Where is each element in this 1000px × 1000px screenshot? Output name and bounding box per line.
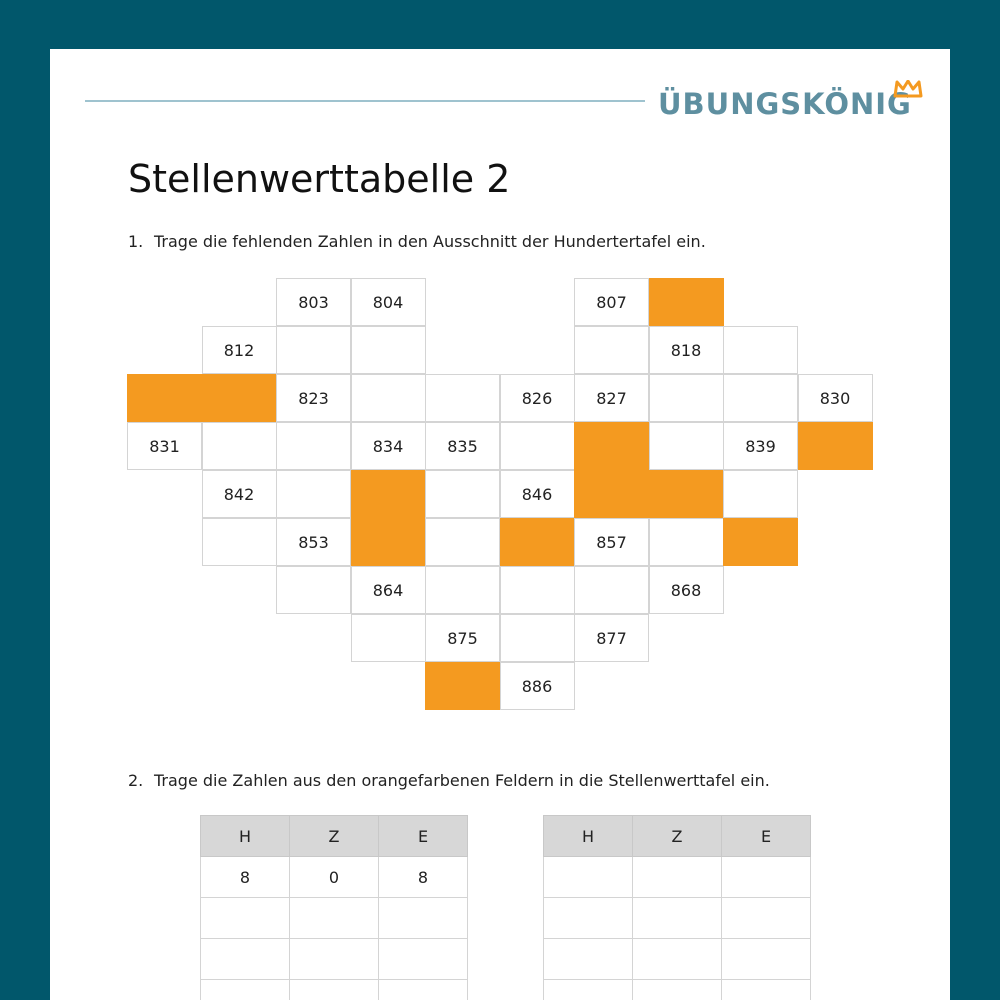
cell-e[interactable] bbox=[722, 939, 811, 980]
chart-cell: 818 bbox=[649, 326, 724, 374]
chart-cell: 826 bbox=[500, 374, 575, 422]
chart-cell[interactable] bbox=[500, 566, 575, 614]
chart-cell: 812 bbox=[202, 326, 277, 374]
chart-cell: 807 bbox=[574, 278, 649, 326]
orange-cell[interactable] bbox=[649, 470, 724, 518]
chart-cell[interactable] bbox=[425, 566, 500, 614]
orange-cell[interactable] bbox=[574, 470, 649, 518]
chart-cell[interactable] bbox=[723, 374, 798, 422]
chart-cell: 804 bbox=[351, 278, 426, 326]
chart-cell[interactable] bbox=[574, 326, 649, 374]
task-2-instruction bbox=[128, 771, 770, 790]
chart-cell[interactable] bbox=[276, 470, 351, 518]
cell-e[interactable] bbox=[722, 898, 811, 939]
chart-cell[interactable] bbox=[202, 422, 277, 470]
chart-cell[interactable] bbox=[276, 326, 351, 374]
chart-cell: 830 bbox=[798, 374, 873, 422]
table-row bbox=[201, 898, 468, 939]
cell-h[interactable]: 8 bbox=[201, 857, 290, 898]
chart-cell[interactable] bbox=[649, 374, 724, 422]
cell-z[interactable] bbox=[290, 980, 379, 1000]
task-2-number: 2. bbox=[128, 771, 144, 790]
table-header-row bbox=[201, 816, 468, 857]
crown-icon bbox=[893, 80, 923, 98]
chart-cell[interactable] bbox=[500, 422, 575, 470]
cell-z[interactable] bbox=[633, 980, 722, 1000]
task-2-text: Trage die Zahlen aus den orangefarbenen Feldern in die Stellenwerttafel ein. bbox=[154, 771, 770, 790]
cell-z[interactable] bbox=[290, 939, 379, 980]
cell-h[interactable] bbox=[201, 980, 290, 1000]
chart-cell[interactable] bbox=[276, 422, 351, 470]
table-row bbox=[544, 898, 811, 939]
cell-z[interactable] bbox=[633, 898, 722, 939]
orange-cell[interactable] bbox=[723, 518, 798, 566]
task-1-number: 1. bbox=[128, 232, 144, 251]
chart-cell: 835 bbox=[425, 422, 500, 470]
chart-cell: 868 bbox=[649, 566, 724, 614]
table-row bbox=[544, 939, 811, 980]
cell-e[interactable] bbox=[379, 898, 468, 939]
chart-cell: 839 bbox=[723, 422, 798, 470]
chart-cell[interactable] bbox=[351, 374, 426, 422]
orange-cell[interactable] bbox=[425, 662, 500, 710]
chart-cell[interactable] bbox=[723, 470, 798, 518]
chart-cell[interactable] bbox=[649, 422, 724, 470]
chart-cell[interactable] bbox=[202, 518, 277, 566]
cell-h[interactable] bbox=[544, 980, 633, 1000]
orange-cell[interactable] bbox=[127, 374, 202, 422]
chart-cell: 877 bbox=[574, 614, 649, 662]
orange-cell[interactable] bbox=[798, 422, 873, 470]
cell-h[interactable] bbox=[201, 898, 290, 939]
chart-cell[interactable] bbox=[500, 614, 575, 662]
orange-cell[interactable] bbox=[202, 374, 277, 422]
chart-cell: 803 bbox=[276, 278, 351, 326]
chart-cell: 864 bbox=[351, 566, 426, 614]
chart-cell: 875 bbox=[425, 614, 500, 662]
cell-h[interactable] bbox=[544, 939, 633, 980]
column-header-e: E bbox=[379, 816, 468, 857]
orange-cell[interactable] bbox=[500, 518, 575, 566]
column-header-h: H bbox=[544, 816, 633, 857]
table-row bbox=[201, 980, 468, 1000]
chart-cell[interactable] bbox=[723, 326, 798, 374]
column-header-z: Z bbox=[633, 816, 722, 857]
cell-e[interactable]: 8 bbox=[379, 857, 468, 898]
orange-cell[interactable] bbox=[649, 278, 724, 326]
chart-cell: 834 bbox=[351, 422, 426, 470]
column-header-z: Z bbox=[290, 816, 379, 857]
place-value-table-2 bbox=[543, 815, 811, 1000]
cell-z[interactable]: 0 bbox=[290, 857, 379, 898]
worksheet-page bbox=[50, 49, 950, 1000]
chart-cell[interactable] bbox=[649, 518, 724, 566]
table-header-row bbox=[544, 816, 811, 857]
cell-z[interactable] bbox=[633, 857, 722, 898]
orange-cell[interactable] bbox=[574, 422, 649, 470]
chart-cell: 846 bbox=[500, 470, 575, 518]
brand-logo: ÜBUNGSKÖNIG bbox=[658, 87, 912, 121]
header-divider bbox=[85, 100, 645, 102]
orange-cell[interactable] bbox=[351, 470, 426, 518]
cell-e[interactable] bbox=[722, 857, 811, 898]
cell-z[interactable] bbox=[633, 939, 722, 980]
column-header-e: E bbox=[722, 816, 811, 857]
chart-cell[interactable] bbox=[574, 566, 649, 614]
chart-cell[interactable] bbox=[425, 518, 500, 566]
chart-cell: 823 bbox=[276, 374, 351, 422]
chart-cell: 886 bbox=[500, 662, 575, 710]
chart-cell[interactable] bbox=[351, 614, 426, 662]
cell-h[interactable] bbox=[544, 898, 633, 939]
page-title: Stellenwerttabelle 2 bbox=[128, 157, 511, 201]
cell-e[interactable] bbox=[379, 939, 468, 980]
chart-cell: 857 bbox=[574, 518, 649, 566]
chart-cell[interactable] bbox=[351, 326, 426, 374]
cell-h[interactable] bbox=[544, 857, 633, 898]
cell-z[interactable] bbox=[290, 898, 379, 939]
chart-cell[interactable] bbox=[425, 374, 500, 422]
place-value-table-1 bbox=[200, 815, 468, 1000]
chart-cell: 831 bbox=[127, 422, 202, 470]
cell-e[interactable] bbox=[722, 980, 811, 1000]
table-row bbox=[201, 857, 468, 898]
chart-cell: 853 bbox=[276, 518, 351, 566]
chart-cell: 827 bbox=[574, 374, 649, 422]
chart-cell[interactable] bbox=[425, 470, 500, 518]
task-1-text: Trage die fehlenden Zahlen in den Ausschnitt der Hundertertafel ein. bbox=[154, 232, 706, 251]
task-1-instruction bbox=[128, 232, 706, 251]
table-row bbox=[544, 980, 811, 1000]
table-row bbox=[201, 939, 468, 980]
chart-cell[interactable] bbox=[276, 566, 351, 614]
orange-cell[interactable] bbox=[351, 518, 426, 566]
chart-cell: 842 bbox=[202, 470, 277, 518]
cell-h[interactable] bbox=[201, 939, 290, 980]
column-header-h: H bbox=[201, 816, 290, 857]
cell-e[interactable] bbox=[379, 980, 468, 1000]
table-row bbox=[544, 857, 811, 898]
